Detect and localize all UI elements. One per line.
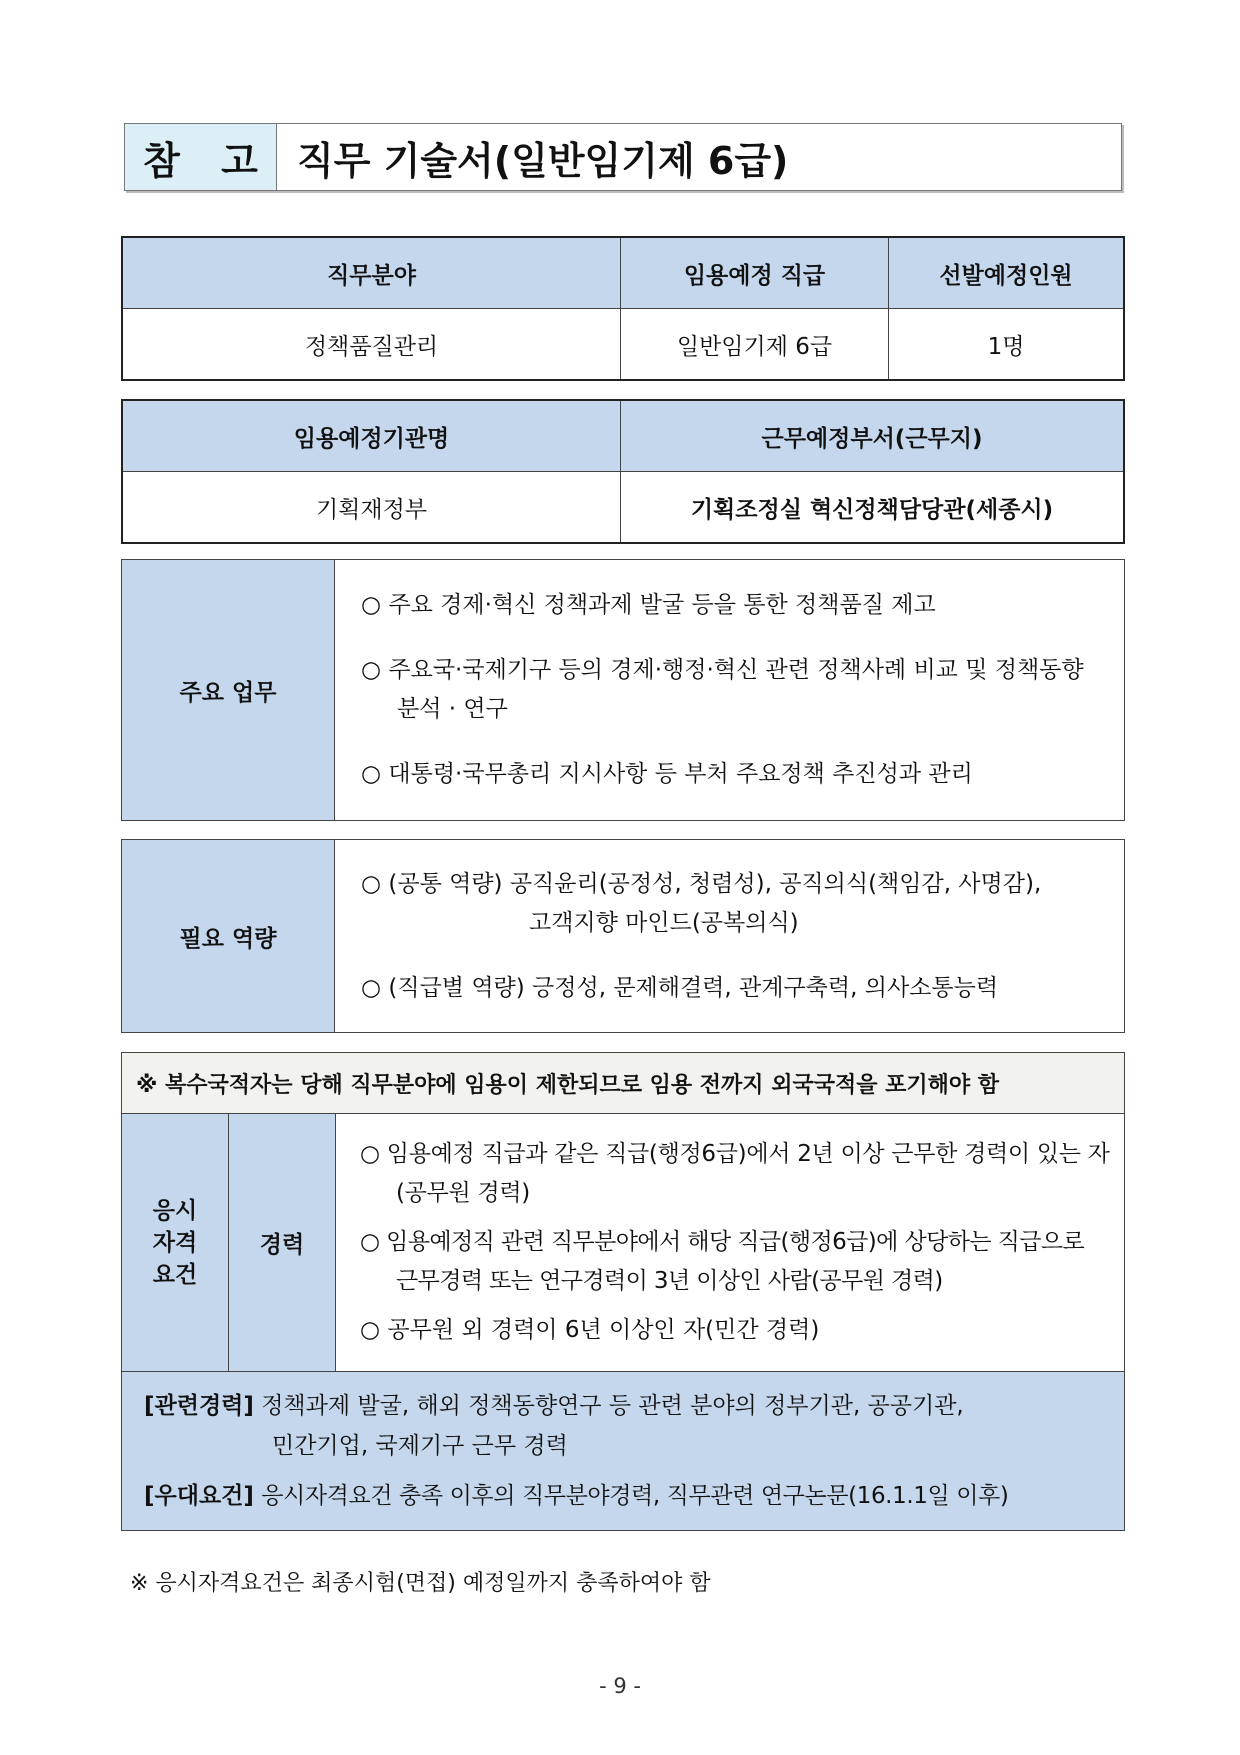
related-career-label: [관련경력]	[144, 1393, 254, 1419]
preferred-line	[144, 1476, 1102, 1516]
related-requirements	[122, 1372, 1125, 1531]
header-department: 근무예정부서(근무지)	[621, 400, 1125, 472]
competency-label: 필요 역량	[122, 840, 335, 1033]
position-table	[121, 236, 1125, 381]
related-career-text: 정책과제 발굴, 해외 정책동향연구 등 관련 분야의 정부기관, 공공기관,	[261, 1393, 964, 1419]
duty-item: ○ 대통령·국무총리 지시사항 등 부처 주요정책 추진성과 관리	[361, 761, 973, 787]
value-job-field: 정책품질관리	[122, 309, 621, 381]
career-content	[336, 1114, 1125, 1372]
title-tag: 참 고	[125, 124, 277, 190]
preferred-label: [우대요건]	[144, 1483, 254, 1509]
qualification-label-line: 자격	[152, 1229, 198, 1256]
related-career-cont: 민간기업, 국제기구 근무 경력	[272, 1433, 568, 1459]
qualification-label	[122, 1114, 229, 1372]
header-job-field: 직무분야	[122, 237, 621, 309]
value-organization: 기획재정부	[122, 472, 621, 544]
qualification-table	[121, 1052, 1125, 1531]
header-headcount: 선발예정인원	[889, 237, 1125, 309]
qualification-label-line: 응시	[152, 1197, 198, 1224]
competency-table	[121, 839, 1125, 1033]
career-item: ○ 임용예정 직급과 같은 직급(행정6급)에서 2년 이상 근무한 경력이 있는 자 (공무원 경력)	[360, 1141, 1110, 1206]
career-label: 경력	[229, 1114, 336, 1372]
duties-label: 주요 업무	[122, 560, 335, 821]
footnote: ※ 응시자격요건은 최종시험(면접) 예정일까지 충족하여야 함	[130, 1571, 711, 1596]
duties-content	[335, 560, 1125, 821]
related-career-line	[144, 1386, 1102, 1426]
duty-item: ○ 주요 경제·혁신 정책과제 발굴 등을 통한 정책품질 제고	[361, 592, 936, 618]
competency-item-grade: ○ (직급별 역량) 긍정성, 문제해결력, 관계구축력, 의사소통능력	[361, 974, 999, 1001]
organization-table	[121, 399, 1125, 544]
duties-table	[121, 559, 1125, 821]
qualification-label-line: 요건	[152, 1261, 198, 1288]
value-headcount: 1명	[889, 309, 1125, 381]
duty-item: ○ 주요국·국제기구 등의 경제·행정·혁신 관련 정책사례 비교 및 정책동향 분석 · 연구	[361, 657, 1084, 722]
career-item: ○ 임용예정직 관련 직무분야에서 해당 직급(행정6급)에 상당하는 직급으로 근무경력 또는 연구경력이 3년 이상인 사람(공무원 경력)	[360, 1229, 1085, 1294]
document-title	[124, 123, 1122, 191]
header-organization: 임용예정기관명	[122, 400, 621, 472]
career-item: ○ 공무원 외 경력이 6년 이상인 자(민간 경력)	[360, 1317, 820, 1343]
competency-content	[335, 840, 1125, 1033]
value-department: 기획조정실 혁신정책담당관(세종시)	[621, 472, 1125, 544]
competency-item-common: ○ (공통 역량) 공직윤리(공정성, 청렴성), 공직의식(책임감, 사명감),	[361, 870, 1042, 897]
preferred-text: 응시자격요건 충족 이후의 직무분야경력, 직무관련 연구논문(16.1.1일 이후)	[261, 1483, 1009, 1509]
title-text: 직무 기술서(일반임기제 6급)	[297, 138, 789, 183]
competency-item-common-cont: 고객지향 마인드(공복의식)	[529, 909, 799, 936]
header-grade: 임용예정 직급	[621, 237, 889, 309]
page-number: - 9 -	[599, 1674, 641, 1698]
nationality-notice: ※ 복수국적자는 당해 직무분야에 임용이 제한되므로 임용 전까지 외국국적을 포기해야 함	[122, 1053, 1125, 1114]
value-grade: 일반임기제 6급	[621, 309, 889, 381]
